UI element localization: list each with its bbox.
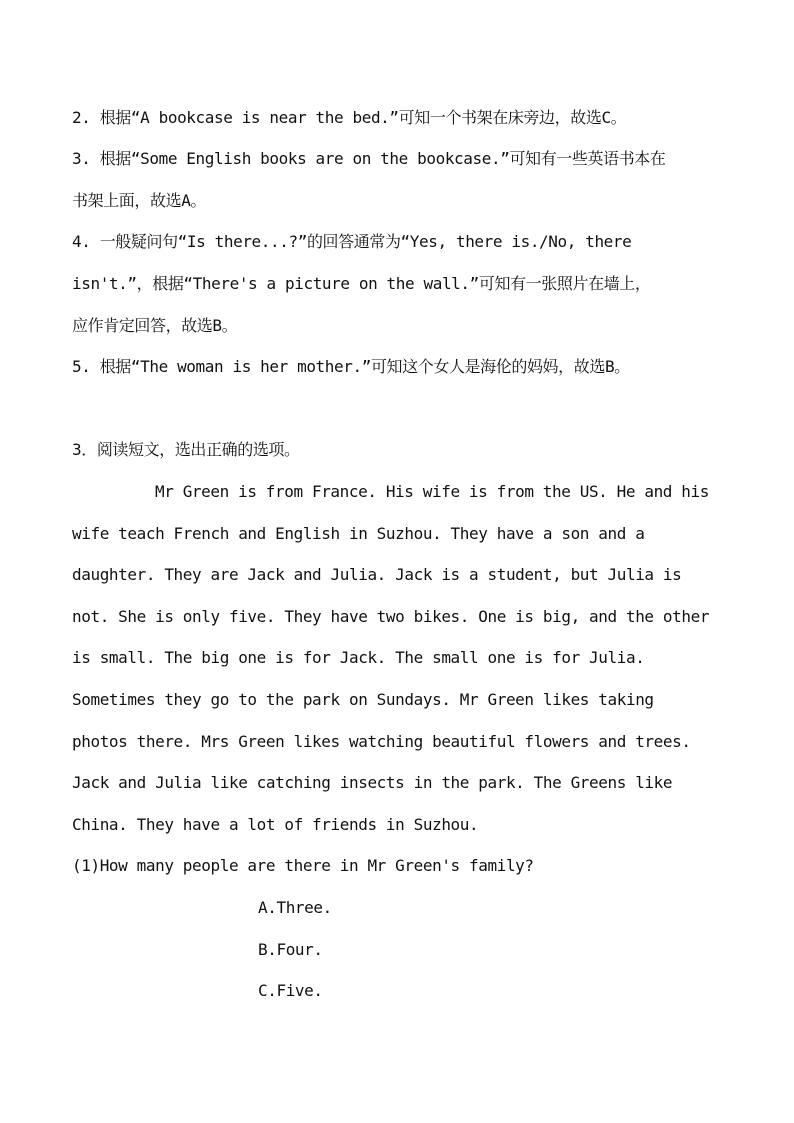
answer-line: 4. 一般疑问句“Is there...?”的回答通常为“Yes, there is./No, there: [72, 232, 632, 251]
answer-line: 3. 根据“Some English books are on the bookcase.”可知有一些英语书本在: [72, 149, 666, 168]
passage-line: Mr Green is from France. His wife is from the US. He and his: [155, 482, 709, 501]
section-heading: 3．阅读短文，选出正确的选项。: [72, 440, 300, 459]
option-c: C.Five.: [258, 981, 323, 1000]
answer-line: 应作肯定回答，故选B。: [72, 316, 238, 335]
passage-line: Sometimes they go to the park on Sundays. Mr Green likes taking: [72, 690, 654, 709]
answer-line: 2. 根据“A bookcase is near the bed.”可知一个书架在床旁边，故选C。: [72, 108, 627, 127]
passage-line: daughter. They are Jack and Julia. Jack is a student, but Julia is: [72, 565, 682, 584]
passage-line: Jack and Julia like catching insects in the park. The Greens like: [72, 773, 673, 792]
answer-line: 书架上面，故选A。: [72, 191, 207, 210]
passage-line: wife teach French and English in Suzhou. They have a son and a: [72, 524, 645, 543]
answer-line: 5. 根据“The woman is her mother.”可知这个女人是海伦的妈妈，故选B。: [72, 357, 630, 376]
passage-line: is small. The big one is for Jack. The small one is for Julia.: [72, 648, 645, 667]
option-a: A.Three.: [258, 898, 332, 917]
option-b: B.Four.: [258, 940, 323, 959]
passage-line: photos there. Mrs Green likes watching beautiful flowers and trees.: [72, 732, 691, 751]
question-text: (1)How many people are there in Mr Green's family?: [72, 856, 534, 875]
answer-line: isn't.”，根据“There's a picture on the wall.”可知有一张照片在墙上，: [72, 274, 651, 293]
passage-line: China. They have a lot of friends in Suzhou.: [72, 815, 479, 834]
passage-line: not. She is only five. They have two bikes. One is big, and the other: [72, 607, 710, 626]
